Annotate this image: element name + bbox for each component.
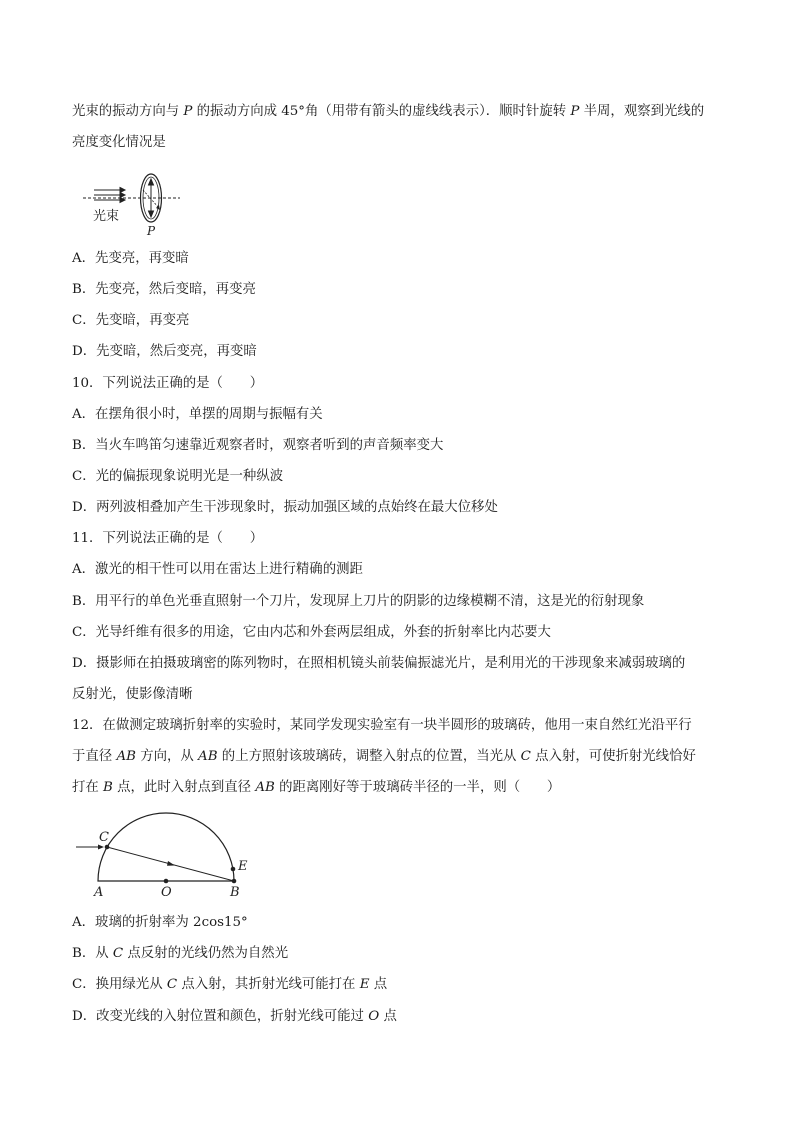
beam-arrows (94, 188, 125, 203)
text-segment: 于直径 (72, 749, 117, 764)
semicircle-figure (70, 808, 260, 900)
q12-stem-line-2 (72, 748, 734, 766)
var: AB (116, 749, 136, 764)
text-segment: 的上方照射该玻璃砖，调整入射点的位置，当光从 (217, 749, 521, 764)
q12-option-b (72, 945, 734, 963)
q9-option-d: D．先变暗，然后变亮，再变暗 (72, 344, 257, 359)
text-segment: 方向，从 (135, 749, 199, 764)
var: E (359, 977, 370, 992)
label-e: E (238, 859, 248, 874)
q9-option-a: A．先变亮，再变暗 (72, 251, 189, 266)
point-e-dot (231, 867, 236, 872)
q11-option-d: D．摄影师在拍摄玻璃密的陈列物时，在照相机镜头前装偏振滤光片，是利用光的干涉现象来减弱玻璃的 (72, 656, 686, 671)
var: B (103, 780, 113, 795)
text-segment: 点反射的光线仍然为自然光 (123, 946, 289, 961)
q12-stem-line-1: 12．在做测定玻璃折射率的实验时，某同学发现实验室有一块半圆形的玻璃砖，他用一束自然红光沿平行 (72, 718, 692, 733)
refracted-arrow-head (167, 861, 175, 866)
text-segment: 半周，观察到光线的 (579, 104, 705, 119)
var-p: P (183, 104, 193, 119)
q12-stem-line-3 (72, 779, 734, 797)
var: C (520, 749, 531, 764)
point-c-dot (105, 845, 110, 850)
q12-option-d (72, 1008, 734, 1026)
var: AB (198, 749, 218, 764)
q10-option-a: A．在摆角很小时，单摆的周期与振幅有关 (72, 407, 323, 422)
q9-option-b: B．先变亮，然后变暗，再变亮 (72, 282, 256, 297)
q11-option-a: A．激光的相干性可以用在雷达上进行精确的测距 (72, 562, 363, 577)
text-segment: B．从 (72, 946, 113, 961)
q10-option-d: D．两列波相叠加产生干涉现象时，振动加强区域的点始终在最大位移处 (72, 500, 498, 515)
q11-stem: 11．下列说法正确的是（ ） (72, 531, 264, 546)
text-segment: 打在 (72, 780, 104, 795)
var: AB (255, 780, 275, 795)
q11-option-d-cont: 反射光，使影像清晰 (72, 687, 193, 702)
label-o: O (161, 885, 172, 900)
q10-option-b: B．当火车鸣笛匀速靠近观察者时，观察者听到的声音频率变大 (72, 438, 444, 453)
q12-option-a: A．玻璃的折射率为 2cos15° (72, 915, 248, 930)
text-segment: 点入射，可使折射光线恰好 (530, 749, 696, 764)
var: O (368, 1009, 380, 1024)
text-segment: 点入射，其折射光线可能打在 (177, 977, 360, 992)
beam-label: 光束 (93, 209, 120, 224)
text-segment: D．改变光线的入射位置和颜色，折射光线可能过 (72, 1009, 369, 1024)
var: C (166, 977, 178, 992)
polarizer-figure (80, 168, 190, 238)
text-segment: 的距离刚好等于玻璃砖半径的一半，则（ ） (274, 780, 561, 795)
polarizer-label: P (147, 224, 156, 238)
point-b-dot (232, 879, 237, 884)
q10-option-c: C．光的偏振现象说明光是一种纵波 (72, 469, 284, 484)
var-p: P (570, 104, 580, 119)
semicircle-outline (98, 813, 234, 881)
text-segment: 点 (379, 1009, 397, 1024)
text-segment: C．换用绿光从 (72, 977, 167, 992)
text-segment: 的振动方向成 45°角（用带有箭头的虚线线表示）．顺时针旋转 (192, 104, 571, 119)
intro-line-1 (72, 103, 734, 121)
point-o-dot (164, 879, 169, 884)
q12-option-c (72, 976, 734, 994)
q11-option-c: C．光导纤维有很多的用途，它由内芯和外套两层组成，外套的折射率比内芯要大 (72, 625, 551, 640)
label-b: B (230, 885, 240, 900)
label-c: C (99, 830, 109, 845)
var: C (112, 946, 124, 961)
q9-option-c: C．先变暗，再变亮 (72, 313, 190, 328)
label-a: A (94, 885, 104, 900)
q10-stem: 10．下列说法正确的是（ ） (72, 376, 264, 391)
incident-arrow-head (98, 845, 104, 850)
text-segment: 点，此时入射点到直径 (112, 780, 256, 795)
q11-option-b: B．用平行的单色光垂直照射一个刀片，发现屏上刀片的阴影的边缘模糊不清，这是光的衍射现象 (72, 594, 645, 609)
intro-line-2: 亮度变化情况是 (72, 135, 166, 150)
text-segment: 光束的振动方向与 (72, 104, 184, 119)
text-segment: 点 (369, 977, 388, 992)
